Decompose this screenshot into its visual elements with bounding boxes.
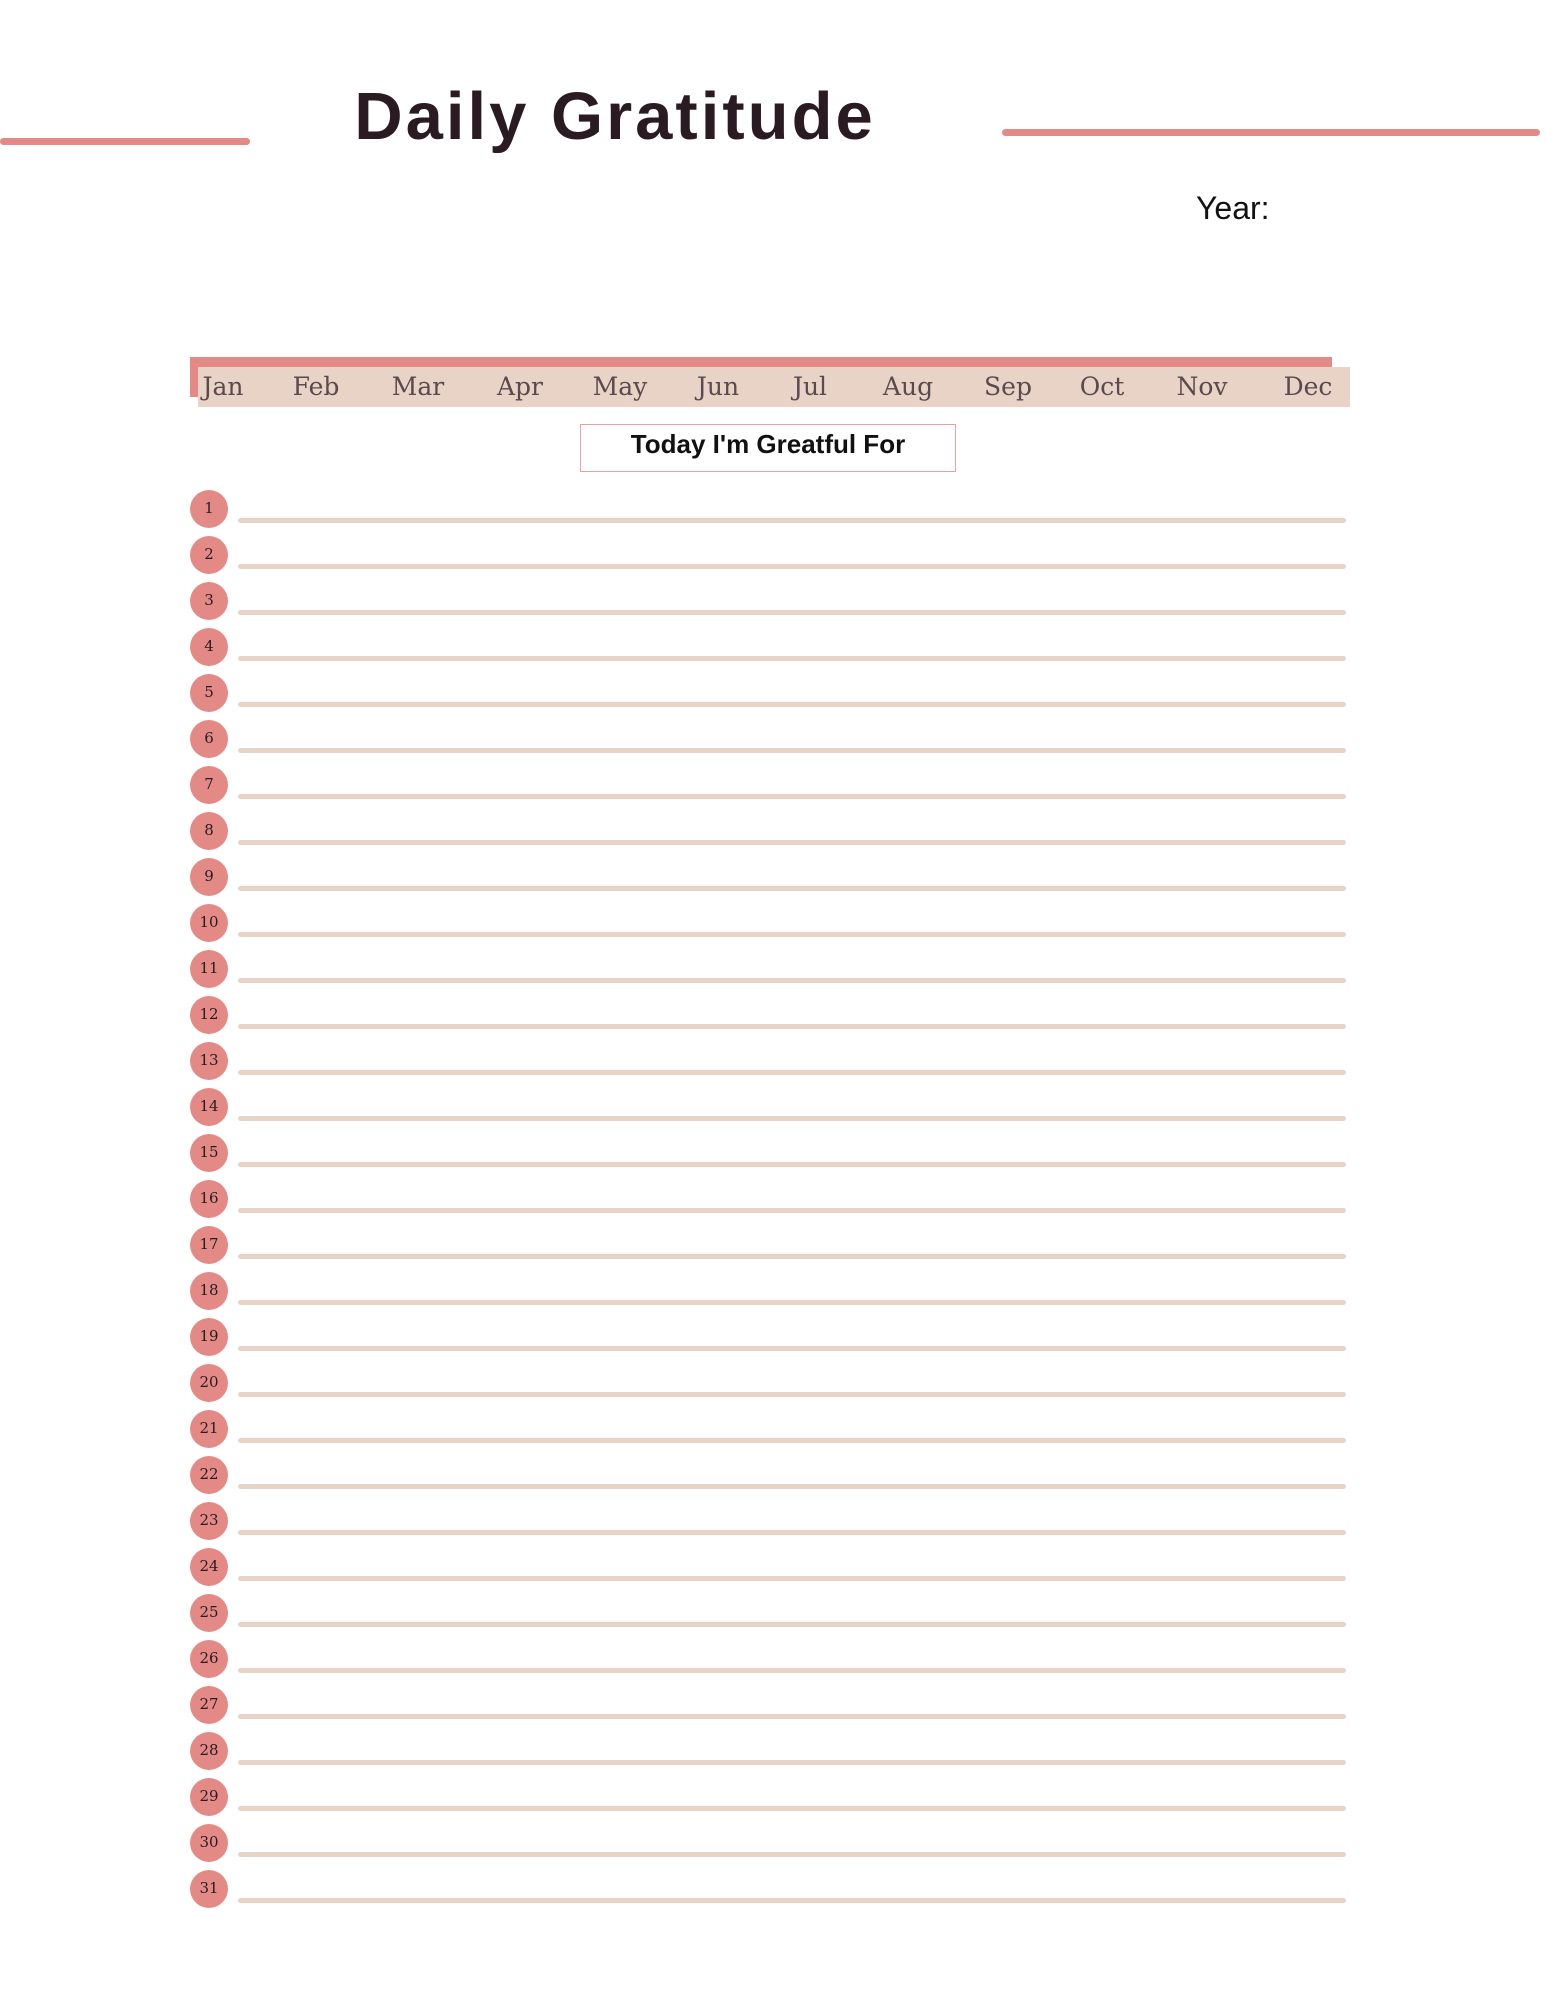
month-tab-aug[interactable]: Aug [882,372,934,401]
day-number-badge: 10 [190,904,228,942]
day-row [190,1410,1350,1456]
day-number-badge: 16 [190,1180,228,1218]
day-entry-line[interactable] [238,1300,1346,1305]
day-row [190,858,1350,904]
day-entry-line[interactable] [238,610,1346,615]
day-row [190,720,1350,766]
day-entry-line[interactable] [238,564,1346,569]
day-entry-line[interactable] [238,656,1346,661]
section-heading-box [580,424,956,472]
day-number-badge: 1 [190,490,228,528]
day-row [190,1134,1350,1180]
month-tab-nov[interactable]: Nov [1176,372,1228,401]
day-row [190,1180,1350,1226]
month-tab-jul[interactable]: Jul [792,372,828,401]
day-entry-line[interactable] [238,702,1346,707]
day-row [190,1870,1350,1916]
day-row [190,628,1350,674]
day-number-badge: 15 [190,1134,228,1172]
day-number-badge: 24 [190,1548,228,1586]
day-row [190,1686,1350,1732]
day-row [190,1272,1350,1318]
day-number-badge: 14 [190,1088,228,1126]
day-entry-line[interactable] [238,518,1346,523]
month-selector-bar [198,367,1350,407]
day-row [190,1364,1350,1410]
day-entry-line[interactable] [238,932,1346,937]
day-number-badge: 11 [190,950,228,988]
month-tab-sep[interactable]: Sep [984,372,1032,401]
month-tab-apr[interactable]: Apr [496,372,544,401]
day-number-badge: 13 [190,1042,228,1080]
day-number-badge: 20 [190,1364,228,1402]
day-entry-line[interactable] [238,1530,1346,1535]
day-row [190,996,1350,1042]
day-number-badge: 28 [190,1732,228,1770]
month-tab-mar[interactable]: Mar [391,372,445,401]
day-number-badge: 26 [190,1640,228,1678]
day-row [190,1502,1350,1548]
day-entry-line[interactable] [238,1852,1346,1857]
day-number-badge: 5 [190,674,228,712]
day-entry-line[interactable] [238,886,1346,891]
day-entry-line[interactable] [238,1116,1346,1121]
day-number-badge: 8 [190,812,228,850]
day-number-badge: 21 [190,1410,228,1448]
day-number-badge: 25 [190,1594,228,1632]
day-number-badge: 30 [190,1824,228,1862]
day-row [190,1226,1350,1272]
day-entry-line[interactable] [238,1898,1346,1903]
month-tab-jun[interactable]: Jun [696,372,740,401]
day-row [190,582,1350,628]
month-tab-jan[interactable]: Jan [202,372,244,401]
day-row [190,812,1350,858]
day-number-badge: 9 [190,858,228,896]
day-number-badge: 27 [190,1686,228,1724]
day-number-badge: 22 [190,1456,228,1494]
section-heading: Today I'm Greatful For [630,429,906,459]
day-row [190,1824,1350,1870]
month-bar-accent [190,357,1332,367]
month-tab-may[interactable]: May [592,372,648,401]
day-entry-line[interactable] [238,794,1346,799]
day-number-badge: 3 [190,582,228,620]
day-entry-line[interactable] [238,1576,1346,1581]
day-row [190,1778,1350,1824]
day-entry-line[interactable] [238,1392,1346,1397]
day-row [190,490,1350,536]
day-entry-line[interactable] [238,1806,1346,1811]
day-row [190,1318,1350,1364]
day-row [190,674,1350,720]
day-row [190,1732,1350,1778]
day-row [190,766,1350,812]
day-row [190,950,1350,996]
day-number-badge: 18 [190,1272,228,1310]
day-row [190,1456,1350,1502]
day-number-badge: 17 [190,1226,228,1264]
page-title: Daily Gratitude [354,79,876,154]
day-entry-line[interactable] [238,1162,1346,1167]
month-tab-dec[interactable]: Dec [1283,372,1333,401]
day-number-badge: 12 [190,996,228,1034]
day-row [190,1042,1350,1088]
day-number-badge: 6 [190,720,228,758]
day-number-badge: 23 [190,1502,228,1540]
day-number-badge: 2 [190,536,228,574]
day-number-badge: 19 [190,1318,228,1356]
day-row [190,904,1350,950]
month-bar-accent-side [190,357,198,397]
day-entry-line[interactable] [238,1622,1346,1627]
day-number-badge: 7 [190,766,228,804]
day-row [190,1594,1350,1640]
day-entry-line[interactable] [238,1254,1346,1259]
day-entry-line[interactable] [238,1668,1346,1673]
day-number-badge: 31 [190,1870,228,1908]
year-label: Year: [1196,190,1270,226]
day-entry-line[interactable] [238,978,1346,983]
decorative-line-left [0,138,250,145]
day-row [190,1640,1350,1686]
day-entry-line[interactable] [238,1346,1346,1351]
day-entry-line[interactable] [238,1070,1346,1075]
day-number-badge: 29 [190,1778,228,1816]
day-entry-line[interactable] [238,1208,1346,1213]
day-entry-line[interactable] [238,1714,1346,1719]
day-row [190,536,1350,582]
day-entry-line[interactable] [238,1484,1346,1489]
day-entry-line[interactable] [238,1438,1346,1443]
day-row [190,1088,1350,1134]
day-entry-line[interactable] [238,1760,1346,1765]
day-entry-line[interactable] [238,840,1346,845]
day-row [190,1548,1350,1594]
month-tab-feb[interactable]: Feb [292,372,340,401]
day-entry-line[interactable] [238,748,1346,753]
month-tab-oct[interactable]: Oct [1079,372,1125,401]
day-entry-line[interactable] [238,1024,1346,1029]
day-number-badge: 4 [190,628,228,666]
decorative-line-right [1002,129,1540,136]
